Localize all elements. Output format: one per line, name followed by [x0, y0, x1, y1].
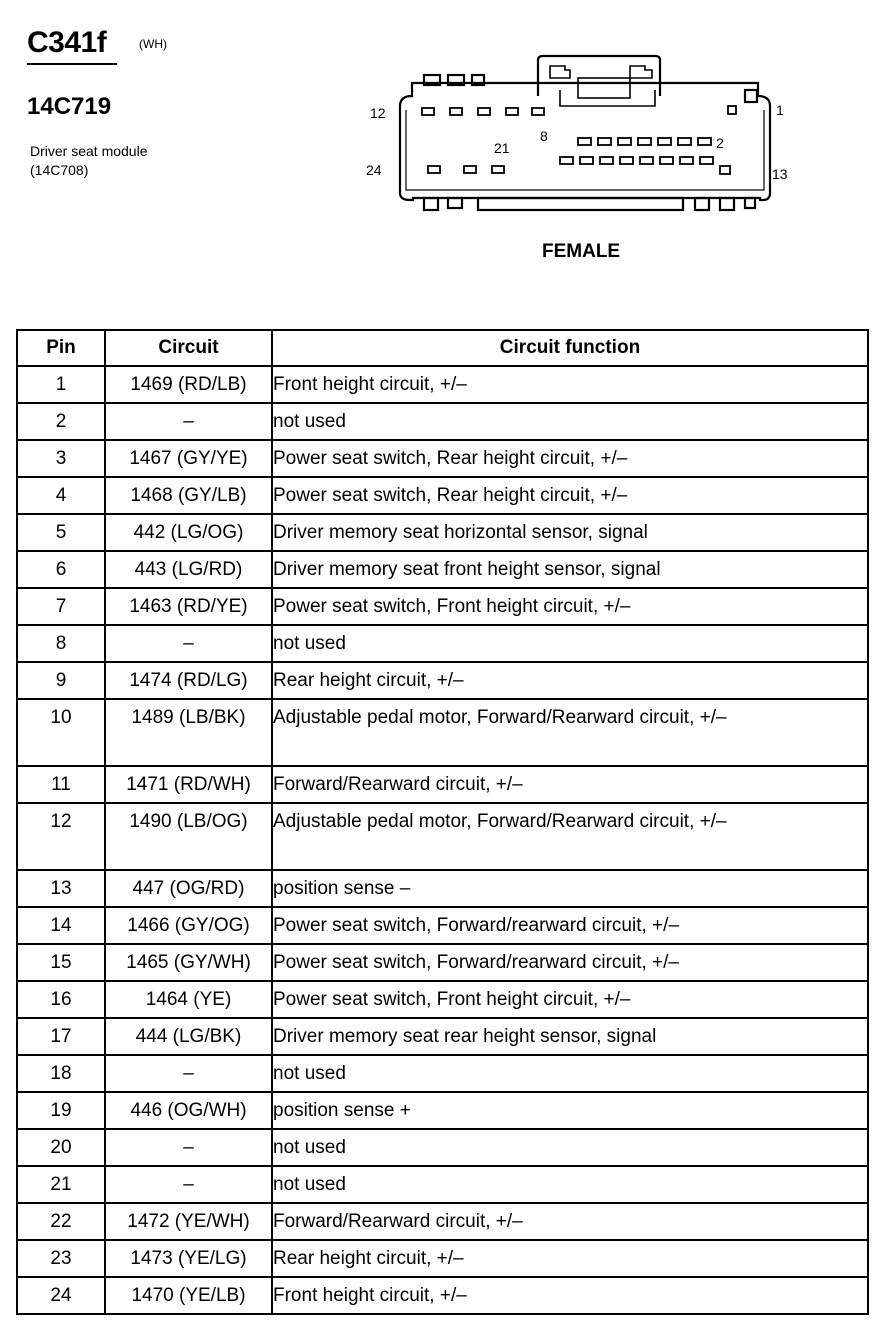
circuit-cell: 1489 (LB/BK) — [105, 699, 272, 766]
function-cell: position sense – — [272, 870, 868, 907]
bottom-tab-5 — [720, 198, 734, 210]
table-row — [17, 1166, 868, 1203]
function-cell: Forward/Rearward circuit, +/– — [272, 1203, 868, 1240]
table-row — [17, 907, 868, 944]
table-header-row — [17, 330, 868, 366]
pin-cell: 12 — [17, 803, 105, 870]
pin-cell: 2 — [17, 403, 105, 440]
table-row — [17, 662, 868, 699]
connector-code-underline — [27, 63, 117, 65]
function-cell: Front height circuit, +/– — [272, 366, 868, 403]
function-cell: not used — [272, 625, 868, 662]
pin-label-12: 12 — [370, 105, 386, 121]
function-cell: Power seat switch, Front height circuit, +/– — [272, 588, 868, 625]
circuit-cell: – — [105, 1055, 272, 1092]
circuit-cell: 1463 (RD/YE) — [105, 588, 272, 625]
function-cell: Power seat switch, Rear height circuit, +/– — [272, 477, 868, 514]
connector-color: (WH) — [139, 37, 167, 51]
pin-cell: 10 — [17, 699, 105, 766]
pin-cell: 11 — [17, 766, 105, 803]
circuit-cell: 1471 (RD/WH) — [105, 766, 272, 803]
pin-label-1: 1 — [776, 102, 784, 118]
connector-face-diagram — [360, 48, 820, 223]
circuit-cell: 1474 (RD/LG) — [105, 662, 272, 699]
pin-cell: 8 — [17, 625, 105, 662]
pin-label-21: 21 — [494, 140, 510, 156]
table-row — [17, 870, 868, 907]
table-row — [17, 699, 868, 766]
table-row — [17, 625, 868, 662]
table-row — [17, 766, 868, 803]
circuit-cell: 1473 (YE/LG) — [105, 1240, 272, 1277]
table-row — [17, 1240, 868, 1277]
circuit-cell: 1469 (RD/LB) — [105, 366, 272, 403]
latch-housing — [538, 56, 660, 96]
function-cell: Power seat switch, Forward/rearward circuit, +/– — [272, 944, 868, 981]
table-row — [17, 1203, 868, 1240]
table-row — [17, 803, 868, 870]
function-cell: Power seat switch, Rear height circuit, +/– — [272, 440, 868, 477]
pin-label-13: 13 — [772, 166, 788, 182]
pin-cell: 17 — [17, 1018, 105, 1055]
connector-inner-outline — [406, 110, 764, 190]
table-row — [17, 403, 868, 440]
pin-label-2: 2 — [716, 135, 724, 151]
function-cell: Adjustable pedal motor, Forward/Rearward circuit, +/– — [272, 699, 868, 766]
latch-left-tab — [550, 66, 570, 78]
function-cell: Power seat switch, Forward/rearward circuit, +/– — [272, 907, 868, 944]
circuit-cell: 443 (LG/RD) — [105, 551, 272, 588]
pin-cell: 23 — [17, 1240, 105, 1277]
column-header-circuit: Circuit — [105, 330, 272, 366]
circuit-cell: 1466 (GY/OG) — [105, 907, 272, 944]
circuit-cell: – — [105, 1129, 272, 1166]
pin-cell: 1 — [17, 366, 105, 403]
circuit-cell: 1467 (GY/YE) — [105, 440, 272, 477]
pin-cell: 24 — [17, 1277, 105, 1314]
pin-cell: 19 — [17, 1092, 105, 1129]
pin-cell: 5 — [17, 514, 105, 551]
circuit-cell: 1490 (LB/OG) — [105, 803, 272, 870]
connector-gender-label: FEMALE — [542, 241, 621, 262]
connector-code: C341f — [27, 26, 107, 59]
table-row — [17, 514, 868, 551]
function-cell: Adjustable pedal motor, Forward/Rearward circuit, +/– — [272, 803, 868, 870]
table-row — [17, 366, 868, 403]
function-cell: not used — [272, 1129, 868, 1166]
pin-cell: 18 — [17, 1055, 105, 1092]
top-tab-4 — [745, 90, 757, 102]
pin-cell: 21 — [17, 1166, 105, 1203]
pin-cell: 3 — [17, 440, 105, 477]
pin-cell: 13 — [17, 870, 105, 907]
circuit-cell: – — [105, 403, 272, 440]
function-cell: Power seat switch, Front height circuit, +/– — [272, 981, 868, 1018]
table-row — [17, 1129, 868, 1166]
function-cell: Front height circuit, +/– — [272, 1277, 868, 1314]
part-number: 14C719 — [27, 93, 112, 120]
table-row — [17, 588, 868, 625]
pin-label-8: 8 — [540, 128, 548, 144]
latch-right-tab — [630, 66, 652, 78]
function-cell: Driver memory seat horizontal sensor, signal — [272, 514, 868, 551]
function-cell: Forward/Rearward circuit, +/– — [272, 766, 868, 803]
pin-label-24: 24 — [366, 162, 382, 178]
circuit-cell: 1465 (GY/WH) — [105, 944, 272, 981]
function-cell: Driver memory seat front height sensor, signal — [272, 551, 868, 588]
circuit-cell: 1470 (YE/LB) — [105, 1277, 272, 1314]
table-row — [17, 551, 868, 588]
pin-cell: 9 — [17, 662, 105, 699]
table-row — [17, 1092, 868, 1129]
table-row — [17, 1055, 868, 1092]
pin-cell: 22 — [17, 1203, 105, 1240]
circuit-cell: 1472 (YE/WH) — [105, 1203, 272, 1240]
circuit-cell: 447 (OG/RD) — [105, 870, 272, 907]
description-line1: Driver seat module — [30, 143, 148, 159]
circuit-cell: 446 (OG/WH) — [105, 1092, 272, 1129]
circuit-cell: 442 (LG/OG) — [105, 514, 272, 551]
bottom-tab-3 — [478, 198, 683, 210]
bottom-tab-2 — [448, 198, 462, 208]
pin-cell: 15 — [17, 944, 105, 981]
bottom-tab-6 — [745, 198, 755, 208]
pinout-table — [16, 329, 869, 1315]
circuit-cell: 1468 (GY/LB) — [105, 477, 272, 514]
circuit-cell: – — [105, 1166, 272, 1203]
table-row — [17, 1018, 868, 1055]
pin-cell: 4 — [17, 477, 105, 514]
function-cell: not used — [272, 1166, 868, 1203]
circuit-cell: – — [105, 625, 272, 662]
circuit-cell: 444 (LG/BK) — [105, 1018, 272, 1055]
pin-cell: 14 — [17, 907, 105, 944]
pin-cell: 6 — [17, 551, 105, 588]
table-row — [17, 1277, 868, 1314]
function-cell: Rear height circuit, +/– — [272, 1240, 868, 1277]
column-header-pin: Pin — [17, 330, 105, 366]
function-cell: Rear height circuit, +/– — [272, 662, 868, 699]
latch-center — [578, 78, 630, 98]
pin-cell: 7 — [17, 588, 105, 625]
table-row — [17, 440, 868, 477]
function-cell: not used — [272, 1055, 868, 1092]
circuit-cell: 1464 (YE) — [105, 981, 272, 1018]
bottom-tab-4 — [695, 198, 709, 210]
table-row — [17, 477, 868, 514]
table-row — [17, 981, 868, 1018]
table-body — [17, 366, 868, 1314]
column-header-function: Circuit function — [272, 330, 868, 366]
pin-cell: 16 — [17, 981, 105, 1018]
function-cell: Driver memory seat rear height sensor, signal — [272, 1018, 868, 1055]
connector-body — [400, 83, 770, 200]
function-cell: not used — [272, 403, 868, 440]
function-cell: position sense + — [272, 1092, 868, 1129]
pin-cell: 20 — [17, 1129, 105, 1166]
table-row — [17, 944, 868, 981]
module-description — [30, 142, 148, 180]
description-line2: (14C708) — [30, 162, 89, 178]
bottom-tab-1 — [424, 198, 438, 210]
